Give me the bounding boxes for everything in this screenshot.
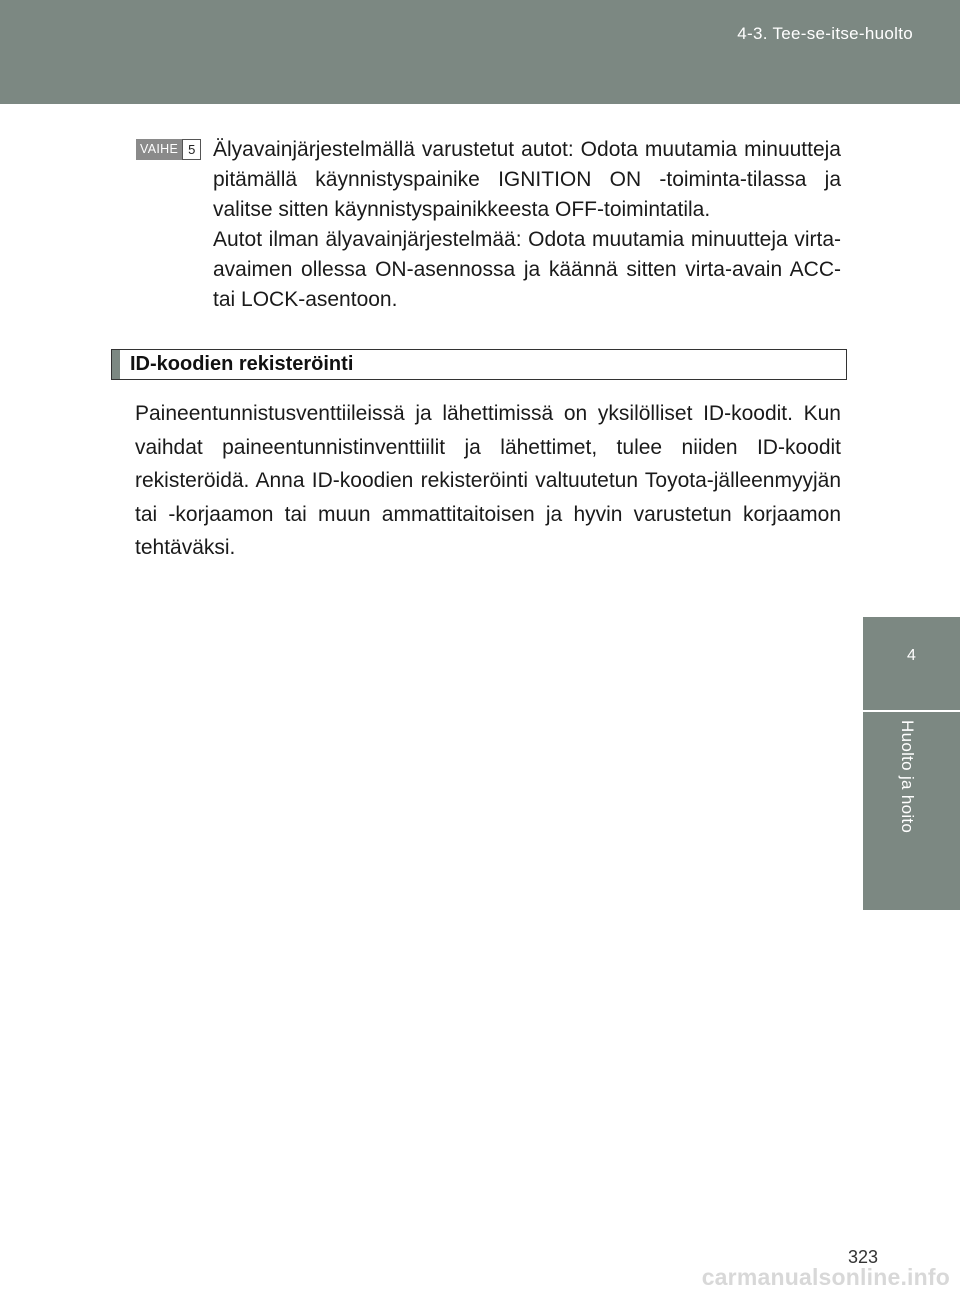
step-badge-number: 5 xyxy=(182,139,201,160)
section-title: 4-3. Tee-se-itse-huolto xyxy=(737,24,913,43)
chapter-side-tab xyxy=(863,617,960,910)
step-badge-label: VAIHE xyxy=(136,139,182,160)
step-badge xyxy=(136,139,201,160)
section-body-text: Paineentunnistusventtiileissä ja lähettimissä on yksilölliset ID-koodit. Kun vaihdat paineentunnistinventtiilit ja lähettimet, tulee niiden ID-koodit rekisteröidä. Anna ID-koodien rekisteröinti valtuutetun Toyota-jälleenmyyjän tai -korjaamon tai muun ammattitaitoisen ja hyvin varustetun korjaamon tehtäväksi. xyxy=(135,402,841,559)
watermark: carmanualsonline.info xyxy=(701,1264,950,1290)
page-header xyxy=(0,0,960,104)
chapter-number: 4 xyxy=(907,647,916,664)
step-paragraph-smart-key: Älyavainjärjestelmällä varustetut autot: Odota muutamia minuutteja pitämällä käynnistyspainike IGNITION ON -toiminta-tilassa ja valitse sitten käynnistyspainikkeesta OFF-toimintatila. xyxy=(213,138,841,221)
step-instructions xyxy=(213,135,841,315)
step-paragraph-no-smart-key: Autot ilman älyavainjärjestelmää: Odota muutamia minuutteja virta-avaimen ollessa ON-asennossa ja käännä sitten virta-avain ACC- tai LOCK-asentoon. xyxy=(213,228,841,311)
section-heading xyxy=(111,349,847,380)
chapter-title: Huolto ja hoito xyxy=(898,720,917,834)
section-heading-title: ID-koodien rekisteröinti xyxy=(130,353,354,375)
page-number: 323 xyxy=(848,1247,879,1267)
chapter-tab-divider xyxy=(863,710,960,712)
section-heading-accent xyxy=(112,350,120,379)
